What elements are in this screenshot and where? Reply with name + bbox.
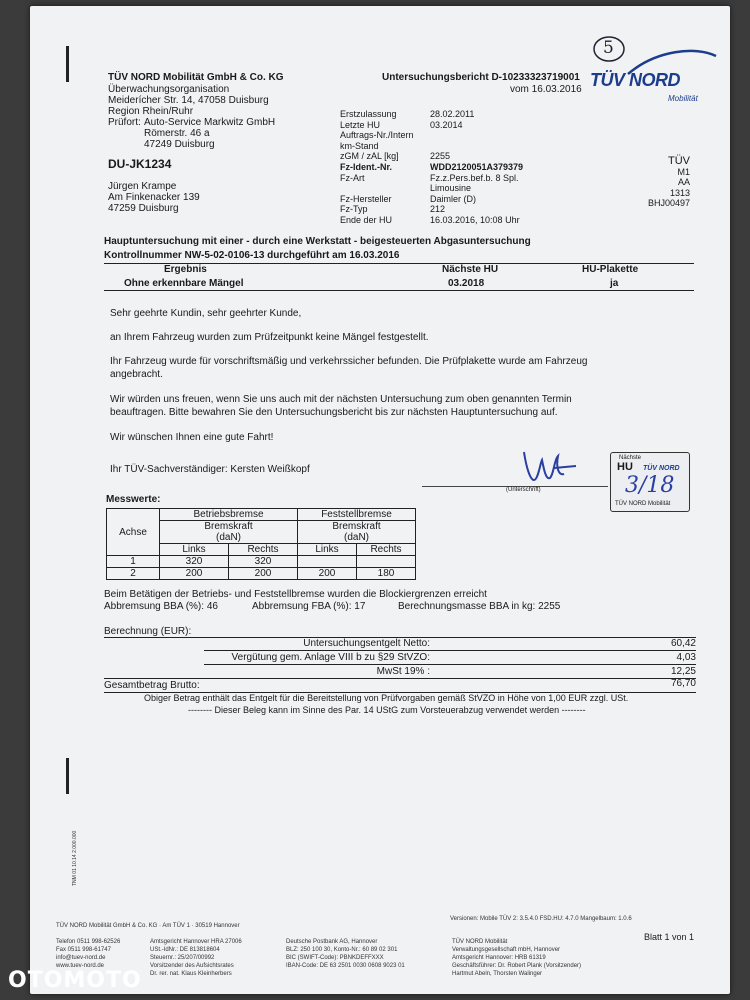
table-cell: 320 (160, 556, 229, 568)
footer-text: Steuernr.: 25/207/00992 (150, 955, 215, 961)
signature-label: (Unterschrift) (506, 487, 541, 493)
footer-text: Dr. rer. nat. Klaus Kleinherbers (150, 971, 232, 977)
handwritten-number (592, 34, 626, 64)
plakette-value: ja (610, 278, 619, 289)
vehicle-value: 28.02.2011 (430, 109, 475, 119)
total-value: 76,70 (670, 678, 696, 689)
report-number: Untersuchungsbericht D-10233323719001 (382, 72, 580, 83)
divider (104, 290, 694, 291)
vehicle-label: Letzte HU (340, 119, 381, 130)
print-code: TNM 01 10.14 2.000.000 (72, 830, 78, 886)
vehicle-label: zGM / zAL [kg] (340, 151, 399, 162)
vehicle-value: 16.03.2016, 10:08 Uhr (430, 214, 520, 225)
table-cell: 200 (160, 568, 229, 580)
tuev-mark: TÜV (668, 155, 690, 167)
left-header: Links (160, 544, 229, 556)
result-label: Ergebnis (164, 264, 207, 275)
brake-note: Beim Betätigen der Betriebs- und Feststellbremse wurden die Blockiergrenzen erreicht (104, 589, 487, 600)
letter-paragraph: angebracht. (110, 369, 163, 380)
report-date: vom 16.03.2016 (510, 84, 582, 95)
footer-text: info@tuev-nord.de (56, 955, 106, 961)
vehicle-label: Fz-Hersteller (340, 193, 392, 204)
calculation-title: Berechnung (EUR): (104, 626, 192, 637)
tuev-nord-logo: TÜV NORD (590, 70, 680, 90)
vehicle-code: AA (677, 177, 690, 188)
mass-value: Berechnungsmasse BBA in kg: 2255 (398, 601, 561, 612)
footer-text: BIC (SWIFT-Code): PBNKDEFFXXX (286, 955, 384, 961)
logo-subtitle: Mobilität (668, 94, 698, 103)
next-hu-value: 03.2018 (448, 278, 485, 289)
table-cell: 200 (298, 568, 357, 580)
vehicle-label: Fz-Art (340, 172, 365, 183)
axle-number: 1 (107, 556, 160, 568)
inspection-title: Hauptuntersuchung mit einer - durch eine Werkstatt - beigesteuerten Abgasuntersuchung (104, 236, 531, 247)
punch-mark (66, 46, 69, 82)
vehicle-label: Fz-Typ (340, 204, 368, 215)
owner-street: Am Finkenacker 139 (108, 192, 200, 203)
vehicle-value: 212 (430, 204, 446, 215)
plakette-label: HU-Plakette (582, 264, 639, 275)
service-brake-header: Betriebsbremse (160, 509, 298, 521)
table-row (107, 568, 416, 580)
unit-label: (daN) (160, 532, 298, 544)
measurements-title: Messwerte: (106, 494, 161, 505)
otomoto-watermark: OTOMOTO (8, 968, 142, 993)
inspector-name: Ihr TÜV-Sachverständiger: Kersten Weißkopf (110, 464, 310, 475)
footer-registry (150, 938, 242, 978)
table-cell: 200 (229, 568, 298, 580)
brake-force-label: Bremskraft (298, 521, 416, 533)
footer-text: Fax 0511 998-61747 (56, 947, 111, 953)
vehicle-value (430, 130, 523, 141)
page-number: Blatt 1 von 1 (644, 932, 695, 942)
pruefort-street: Römerstr. 46 a (144, 128, 210, 139)
vehicle-value: 03.2014 (430, 119, 463, 130)
letter-paragraph: beauftragen. Bitte bewahren Sie den Untersuchungsbericht bis zur nächsten Hauptuntersuchung auf. (110, 407, 558, 418)
tax-note: -------- Dieser Beleg kann im Sinne des Par. 14 UStG zum Vorsteuerabzug verwendet werden -------- (188, 705, 586, 715)
table-cell: 180 (357, 568, 416, 580)
letter-closing: Wir wünschen Ihnen eine gute Fahrt! (110, 432, 274, 443)
next-hu-label: Nächste HU (442, 264, 499, 275)
vehicle-code: BHJ00497 (647, 198, 690, 209)
result-value: Ohne erkennbare Mängel (124, 278, 244, 289)
company-name: TÜV NORD Mobilität GmbH & Co. KG (108, 72, 284, 83)
calc-value: 60,42 (670, 638, 696, 649)
fee-note: Obiger Betrag enthält das Entgelt für die Bereitstellung von Prüfvorgaben gemäß StVZO in Höhe von 1,00 EUR zzgl. USt. (144, 693, 629, 703)
parking-brake-header: Feststellbremse (298, 509, 416, 521)
inspection-report-sheet (30, 6, 730, 994)
calc-value: 4,03 (676, 652, 696, 663)
vehicle-label: Erstzulassung (340, 109, 397, 119)
license-plate: DU-JK1234 (108, 157, 172, 171)
pruefort-city: 47249 Duisburg (144, 139, 215, 150)
calc-label: Untersuchungsentgelt Netto: (303, 638, 430, 649)
fba-value: Abbremsung FBA (%): 17 (252, 601, 366, 612)
company-address: Meiderícher Str. 14, 47058 Duisburg (108, 95, 269, 106)
footer-text: Deutsche Postbank AG, Hannover (286, 939, 378, 945)
footer-text: USt.-IdNr.: DE 813818604 (150, 947, 220, 953)
footer-management (452, 938, 581, 978)
footer-text: TÜV NORD Mobilität (452, 939, 508, 945)
divider (104, 678, 696, 679)
letter-paragraph: Wir würden uns freuen, wenn Sie uns auch mit der nächsten Untersuchung zum oben genannten Termin (110, 394, 572, 405)
table-cell (298, 556, 357, 568)
vehicle-value: Fz.z.Pers.bef.b. 8 Spl. (430, 172, 519, 183)
footer-address: TÜV NORD Mobilität GmbH & Co. KG · Am TÜV 1 · 30519 Hannover (56, 923, 240, 929)
calc-label: MwSt 19% : (376, 666, 430, 677)
footer-contact (56, 938, 120, 970)
handwritten-digit: 5 (603, 38, 614, 58)
footer-text: www.tuev-nord.de (56, 963, 105, 969)
stamp-logo: TÜV NORD (643, 465, 680, 472)
vehicle-labels (340, 109, 414, 226)
axle-header: Achse (107, 509, 160, 556)
vehicle-values (430, 109, 523, 226)
table-row (107, 556, 416, 568)
vehicle-label: Ende der HU (340, 214, 393, 225)
footer-text: Vorsitzender des Aufsichtsrates (150, 963, 234, 969)
right-header: Rechts (229, 544, 298, 556)
footer-text: Hartmut Abeln, Thorsten Walinger (452, 971, 543, 977)
brake-force-label: Bremskraft (160, 521, 298, 533)
footer-text: Telefon 0511 998-62526 (56, 939, 121, 945)
calc-label: Vergütung gem. Anlage VIII b zu §29 StVZO: (231, 652, 430, 663)
vehicle-label: km-Stand (340, 140, 379, 151)
owner-name: Jürgen Krampe (108, 181, 177, 192)
logo-swoosh-icon (626, 46, 718, 86)
vehicle-code: 1313 (669, 187, 690, 198)
vehicle-codes (626, 156, 690, 209)
letter-paragraph: an Ihrem Fahrzeug wurden zum Prüfzeitpunkt keine Mängel festgestellt. (110, 332, 429, 343)
footer-text: Verwaltungsgesellschaft mbH, Hannover (452, 947, 561, 953)
vehicle-vin: WDD2120051A379379 (430, 161, 524, 172)
punch-mark (66, 758, 69, 794)
divider (204, 664, 696, 665)
vehicle-label: Fz-Ident.-Nr. (340, 161, 392, 172)
stamp-bottom-label: TÜV NORD Mobilität (615, 501, 671, 507)
brake-measurements-table (106, 508, 416, 580)
axle-number: 2 (107, 568, 160, 580)
vehicle-value (430, 141, 523, 152)
footer-text: Geschäftsführer: Dr. Robert Plank (Vorsitzender) (452, 963, 582, 969)
vehicle-value: 2255 (430, 151, 451, 162)
next-hu-stamp (610, 452, 690, 512)
letter-paragraph: Ihr Fahrzeug wurde für vorschriftsmäßig und verkehrssicher befunden. Die Prüfplakette wurde am Fahrzeug (110, 356, 588, 367)
vehicle-label (340, 183, 414, 194)
vehicle-value: Daimler (D) (430, 193, 476, 204)
software-versions: Versionen: Mobile TÜV 2: 3.5.4.0 FSD.HU: 4.7.0 Mangelbaum: 1.0.6 (450, 916, 632, 922)
footer-text: IBAN-Code: DE 63 2501 0030 0608 9023 01 (286, 963, 405, 969)
control-number: Kontrollnummer NW-5-02-0106-13 durchgeführt am 16.03.2016 (104, 250, 400, 261)
table-cell (357, 556, 416, 568)
vehicle-code: M1 (677, 166, 690, 177)
signature-icon (518, 446, 588, 486)
greeting: Sehr geehrte Kundin, sehr geehrter Kunde, (110, 308, 302, 319)
org-type: Überwachungsorganisation (108, 84, 230, 95)
footer-text: Amtsgericht Hannover: HRB 61319 (452, 955, 546, 961)
vehicle-label: Auftrags-Nr./Intern (340, 130, 414, 141)
stamp-hu-label: HU (617, 461, 633, 473)
company-region: Region Rhein/Ruhr (108, 106, 194, 117)
footer-text: Amtsgericht Hannover HRA 27006 (150, 939, 242, 945)
table-cell: 320 (229, 556, 298, 568)
bba-value: Abbremsung BBA (%): 46 (104, 601, 218, 612)
pruefort-label: Prüfort: (108, 117, 141, 128)
calc-value: 12,25 (670, 666, 696, 677)
stamp-handwritten-date: 3/18 (625, 473, 675, 498)
owner-city: 47259 Duisburg (108, 203, 179, 214)
right-header: Rechts (357, 544, 416, 556)
unit-label: (daN) (298, 532, 416, 544)
divider (204, 650, 696, 651)
left-header: Links (298, 544, 357, 556)
stamp-top-label: Nächste (619, 455, 642, 461)
footer-text: BLZ: 250 100 30, Konto-Nr.: 60 89 02 301 (286, 947, 398, 953)
vehicle-value: Limousine (430, 183, 472, 194)
total-label: Gesamtbetrag Brutto: (104, 680, 200, 691)
pruefort-name: Auto-Service Markwitz GmbH (144, 117, 276, 128)
footer-bank (286, 938, 405, 970)
